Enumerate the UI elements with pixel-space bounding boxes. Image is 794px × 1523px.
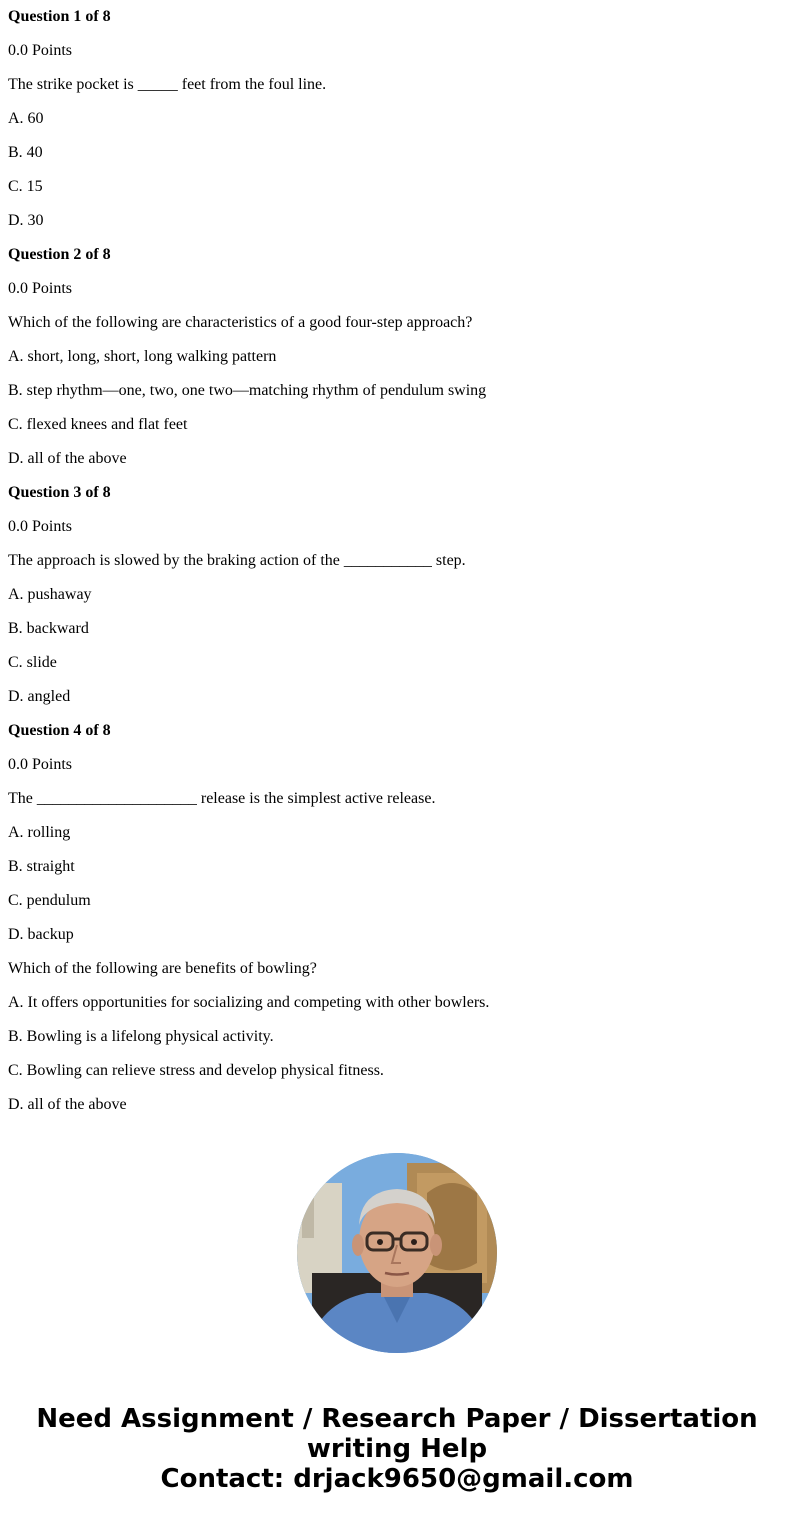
answer-option: A. It offers opportunities for socializing and competing with other bowlers.	[8, 994, 490, 1011]
question-points: 0.0 Points	[8, 518, 73, 535]
question-prompt: Which of the following are characteristics of a good four-step approach?	[8, 314, 473, 331]
question-heading: Question 4 of 8	[8, 722, 111, 739]
question-points: 0.0 Points	[8, 756, 73, 773]
answer-option: C. pendulum	[8, 892, 91, 909]
answer-option: C. Bowling can relieve stress and develop physical fitness.	[8, 1062, 384, 1079]
answer-option: A. 60	[8, 110, 44, 127]
promo-line-1: Need Assignment / Research Paper / Dissertation	[36, 1404, 758, 1434]
answer-option: D. angled	[8, 688, 71, 705]
answer-option: B. straight	[8, 858, 75, 875]
question-prompt: Which of the following are benefits of bowling?	[8, 960, 317, 977]
question-points: 0.0 Points	[8, 280, 73, 297]
question-heading: Question 1 of 8	[8, 8, 111, 25]
promo-contact: Contact: drjack9650@gmail.com	[160, 1464, 634, 1494]
answer-option: B. 40	[8, 144, 43, 161]
question-heading: Question 2 of 8	[8, 246, 111, 263]
quiz-content	[8, 0, 788, 1122]
avatar-photo	[297, 1153, 497, 1353]
answer-option: A. short, long, short, long walking pattern	[8, 348, 277, 365]
author-avatar	[297, 1153, 497, 1353]
question-prompt: The strike pocket is _____ feet from the foul line.	[8, 76, 327, 93]
answer-option: D. all of the above	[8, 450, 127, 467]
question-heading: Question 3 of 8	[8, 484, 111, 501]
answer-option: C. flexed knees and flat feet	[8, 416, 188, 433]
answer-option: B. step rhythm—one, two, one two—matching rhythm of pendulum swing	[8, 382, 487, 399]
answer-option: B. backward	[8, 620, 89, 637]
answer-option: A. rolling	[8, 824, 71, 841]
answer-option: A. pushaway	[8, 586, 92, 603]
answer-option: C. 15	[8, 178, 43, 195]
promo-footer	[0, 1404, 794, 1494]
answer-option: D. 30	[8, 212, 44, 229]
answer-option: B. Bowling is a lifelong physical activity.	[8, 1028, 274, 1045]
question-prompt: The ____________________ release is the simplest active release.	[8, 790, 436, 807]
question-prompt: The approach is slowed by the braking action of the ___________ step.	[8, 552, 466, 569]
answer-option: C. slide	[8, 654, 57, 671]
question-points: 0.0 Points	[8, 42, 73, 59]
answer-option: D. backup	[8, 926, 74, 943]
answer-option: D. all of the above	[8, 1096, 127, 1113]
promo-line-2: writing Help	[306, 1434, 488, 1464]
